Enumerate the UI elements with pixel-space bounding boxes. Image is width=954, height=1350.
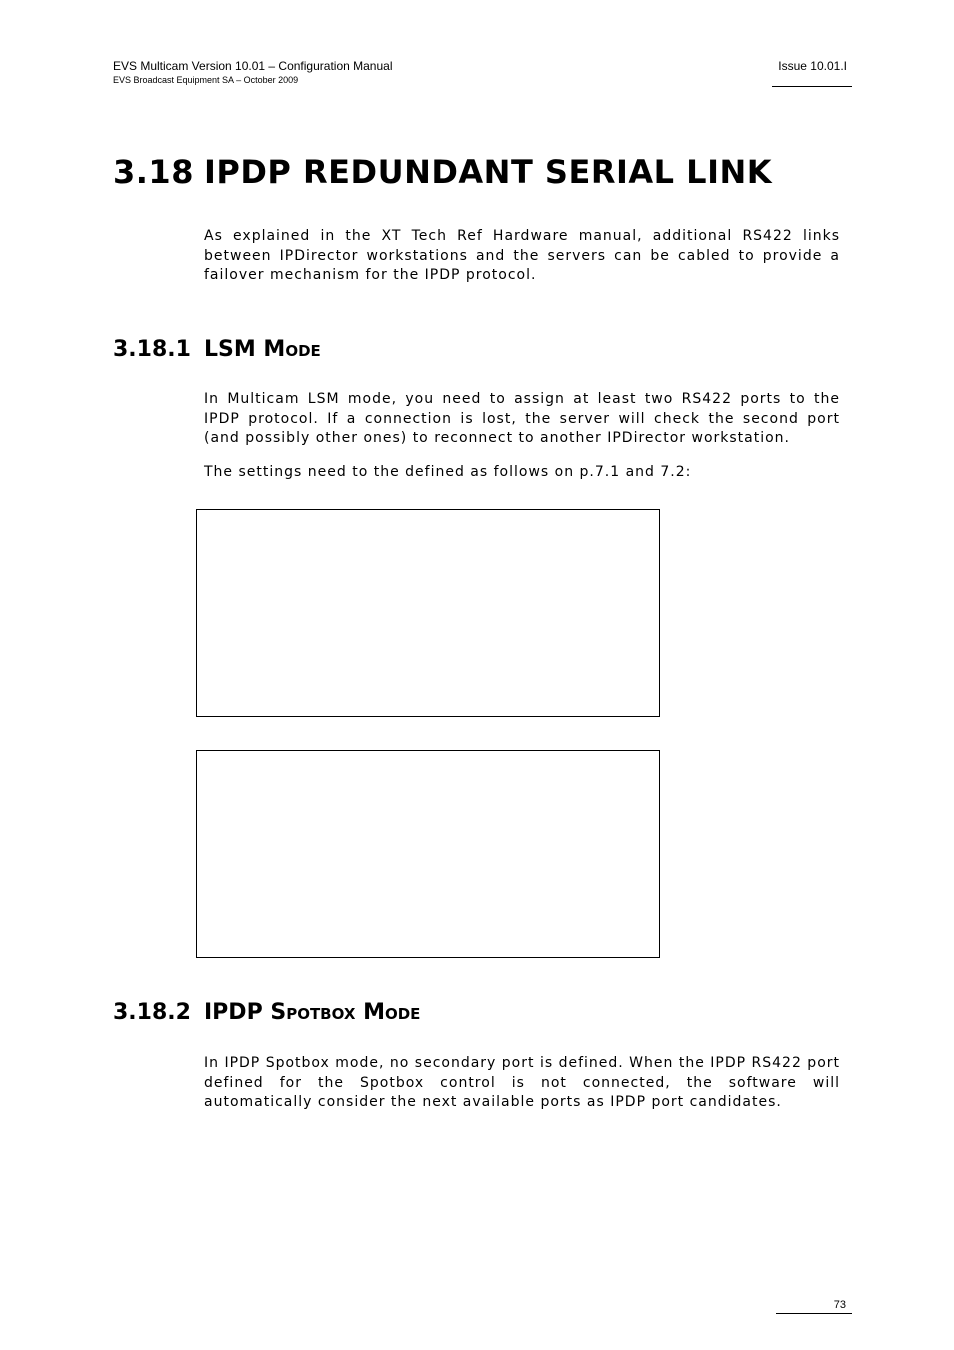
- header-rule: [772, 86, 852, 87]
- subsection1-number: 3.18.1: [113, 337, 191, 362]
- section-number: 3.18: [113, 153, 194, 191]
- subsection2-para1: In IPDP Spotbox mode, no secondary port is defined. When the IPDP RS422 port defined for the Spotbox control is not connected, the software will automatically consider the next available ports as IPDP port candidates.: [204, 1055, 840, 1110]
- section-title: IPDP REDUNDANT SERIAL LINK: [204, 153, 773, 191]
- subsection1-para1: In Multicam LSM mode, you need to assign at least two RS422 ports to the IPDP protocol. If a connection is lost, the server will check the second port (and possibly other ones) to reconnect to another IPDirector workstation.: [204, 391, 840, 446]
- subsection2-title-d: ode: [384, 1000, 421, 1025]
- header-issue: Issue 10.01.I: [778, 59, 847, 73]
- section-heading: [113, 150, 772, 194]
- subsection2-title-a: IPDP S: [204, 1000, 287, 1025]
- subsection1-heading: [113, 335, 321, 365]
- page-number: 73: [833, 1299, 846, 1311]
- subsection1-para2: The settings need to the defined as follows on p.7.1 and 7.2:: [204, 464, 692, 480]
- subsection2-heading: [113, 998, 420, 1028]
- subsection2-number: 3.18.2: [113, 1000, 191, 1025]
- header-subtitle: EVS Broadcast Equipment SA – October 2009: [113, 75, 299, 85]
- subsection2-title-b: potbox: [286, 1000, 356, 1025]
- subsection1-title-smallcaps: ode: [285, 337, 321, 362]
- screenshot-frame-p7-1: [196, 509, 660, 717]
- screenshot-frame-p7-2: [196, 750, 660, 958]
- section-intro: As explained in the XT Tech Ref Hardware manual, additional RS422 links between IPDirector workstations and the servers can be cabled to provide a failover mechanism for the IPDP protocol.: [204, 228, 840, 283]
- subsection2-title-c: M: [355, 1000, 385, 1025]
- header-title: EVS Multicam Version 10.01 – Configuration Manual: [113, 59, 393, 73]
- footer-rule: [776, 1313, 852, 1314]
- subsection1-title-main: LSM M: [204, 337, 286, 362]
